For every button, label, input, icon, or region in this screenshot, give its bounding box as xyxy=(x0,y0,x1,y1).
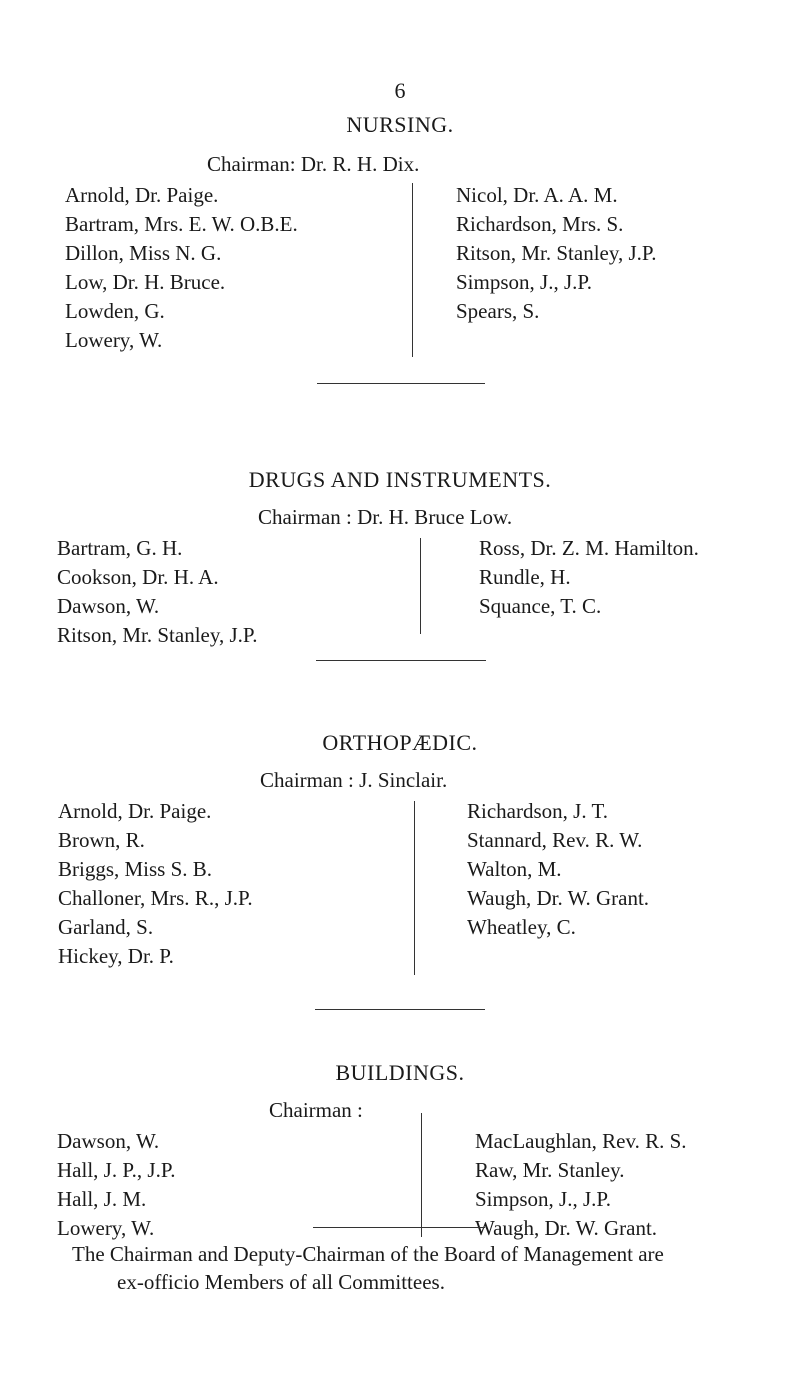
member-name: Challoner, Mrs. R., J.P. xyxy=(58,886,253,910)
member-name: Simpson, J., J.P. xyxy=(475,1187,611,1211)
member-name: Hall, J. M. xyxy=(57,1187,147,1211)
member-name: MacLaughlan, Rev. R. S. xyxy=(475,1129,687,1153)
column-divider xyxy=(420,538,421,634)
member-name: Cookson, Dr. H. A. xyxy=(57,565,219,589)
member-name: Stannard, Rev. R. W. xyxy=(467,828,643,852)
member-name: Dawson, W. xyxy=(57,594,160,618)
member-name: Lowery, W. xyxy=(57,1216,155,1240)
member-name: Hickey, Dr. P. xyxy=(58,944,174,968)
nursing-chairman: Chairman: Dr. R. H. Dix. xyxy=(207,152,420,176)
member-name: Wheatley, C. xyxy=(467,915,576,939)
nursing-left-column xyxy=(65,181,298,355)
orthopaedic-chairman: Chairman : J. Sinclair. xyxy=(260,768,448,792)
orthopaedic-right-column xyxy=(467,797,649,942)
orthopaedic-left-column xyxy=(58,797,253,971)
member-name: Bartram, Mrs. E. W. O.B.E. xyxy=(65,212,298,236)
nursing-section xyxy=(0,112,800,371)
section-separator xyxy=(315,1009,485,1010)
member-name: Rundle, H. xyxy=(479,565,571,589)
member-name: Hall, J. P., J.P. xyxy=(57,1158,176,1182)
member-name: Arnold, Dr. Paige. xyxy=(65,183,219,207)
buildings-right-column xyxy=(475,1127,687,1243)
member-name: Ritson, Mr. Stanley, J.P. xyxy=(456,241,657,265)
section-separator xyxy=(313,1227,485,1228)
section-separator xyxy=(316,660,486,661)
orthopaedic-title: ORTHOPÆDIC. xyxy=(322,730,478,755)
member-name: Richardson, Mrs. S. xyxy=(456,212,624,236)
member-name: Dawson, W. xyxy=(57,1129,160,1153)
member-name: Raw, Mr. Stanley. xyxy=(475,1158,625,1182)
member-name: Ritson, Mr. Stanley, J.P. xyxy=(57,623,258,647)
page-number: 6 xyxy=(394,78,406,103)
section-separator xyxy=(317,383,485,384)
member-name: Lowden, G. xyxy=(65,299,165,323)
member-name: Brown, R. xyxy=(58,828,145,852)
member-name: Waugh, Dr. W. Grant. xyxy=(475,1216,658,1240)
member-name: Low, Dr. H. Bruce. xyxy=(65,270,226,294)
member-name: Simpson, J., J.P. xyxy=(456,270,592,294)
member-name: Nicol, Dr. A. A. M. xyxy=(456,183,618,207)
buildings-title: BUILDINGS. xyxy=(335,1060,465,1085)
nursing-right-column xyxy=(456,181,657,326)
drugs-right-column xyxy=(479,534,699,621)
column-divider xyxy=(414,801,415,975)
drugs-left-column xyxy=(57,534,258,650)
drugs-title: DRUGS AND INSTRUMENTS. xyxy=(248,467,552,492)
member-name: Waugh, Dr. W. Grant. xyxy=(467,886,650,910)
member-name: Richardson, J. T. xyxy=(467,799,608,823)
member-name: Walton, M. xyxy=(467,857,562,881)
orthopaedic-section xyxy=(0,730,800,987)
member-name: Ross, Dr. Z. M. Hamilton. xyxy=(479,536,699,560)
member-name: Squance, T. C. xyxy=(479,594,602,618)
member-name: Bartram, G. H. xyxy=(57,536,183,560)
member-name: Spears, S. xyxy=(456,299,540,323)
footnote xyxy=(0,1240,800,1296)
drugs-chairman: Chairman : Dr. H. Bruce Low. xyxy=(258,505,513,529)
nursing-title: NURSING. xyxy=(346,112,454,137)
column-divider xyxy=(412,183,413,357)
footnote-line-1: The Chairman and Deputy-Chairman of the Board of Management are xyxy=(72,1242,664,1266)
buildings-left-column xyxy=(57,1127,175,1243)
member-name: Dillon, Miss N. G. xyxy=(65,241,222,265)
buildings-chairman: Chairman : xyxy=(269,1098,363,1122)
member-name: Garland, S. xyxy=(58,915,154,939)
member-name: Arnold, Dr. Paige. xyxy=(58,799,212,823)
member-name: Briggs, Miss S. B. xyxy=(58,857,213,881)
member-name: Lowery, W. xyxy=(65,328,163,352)
column-divider xyxy=(421,1113,422,1237)
footnote-line-2: ex-officio Members of all Committees. xyxy=(117,1270,445,1294)
drugs-section xyxy=(0,467,800,664)
